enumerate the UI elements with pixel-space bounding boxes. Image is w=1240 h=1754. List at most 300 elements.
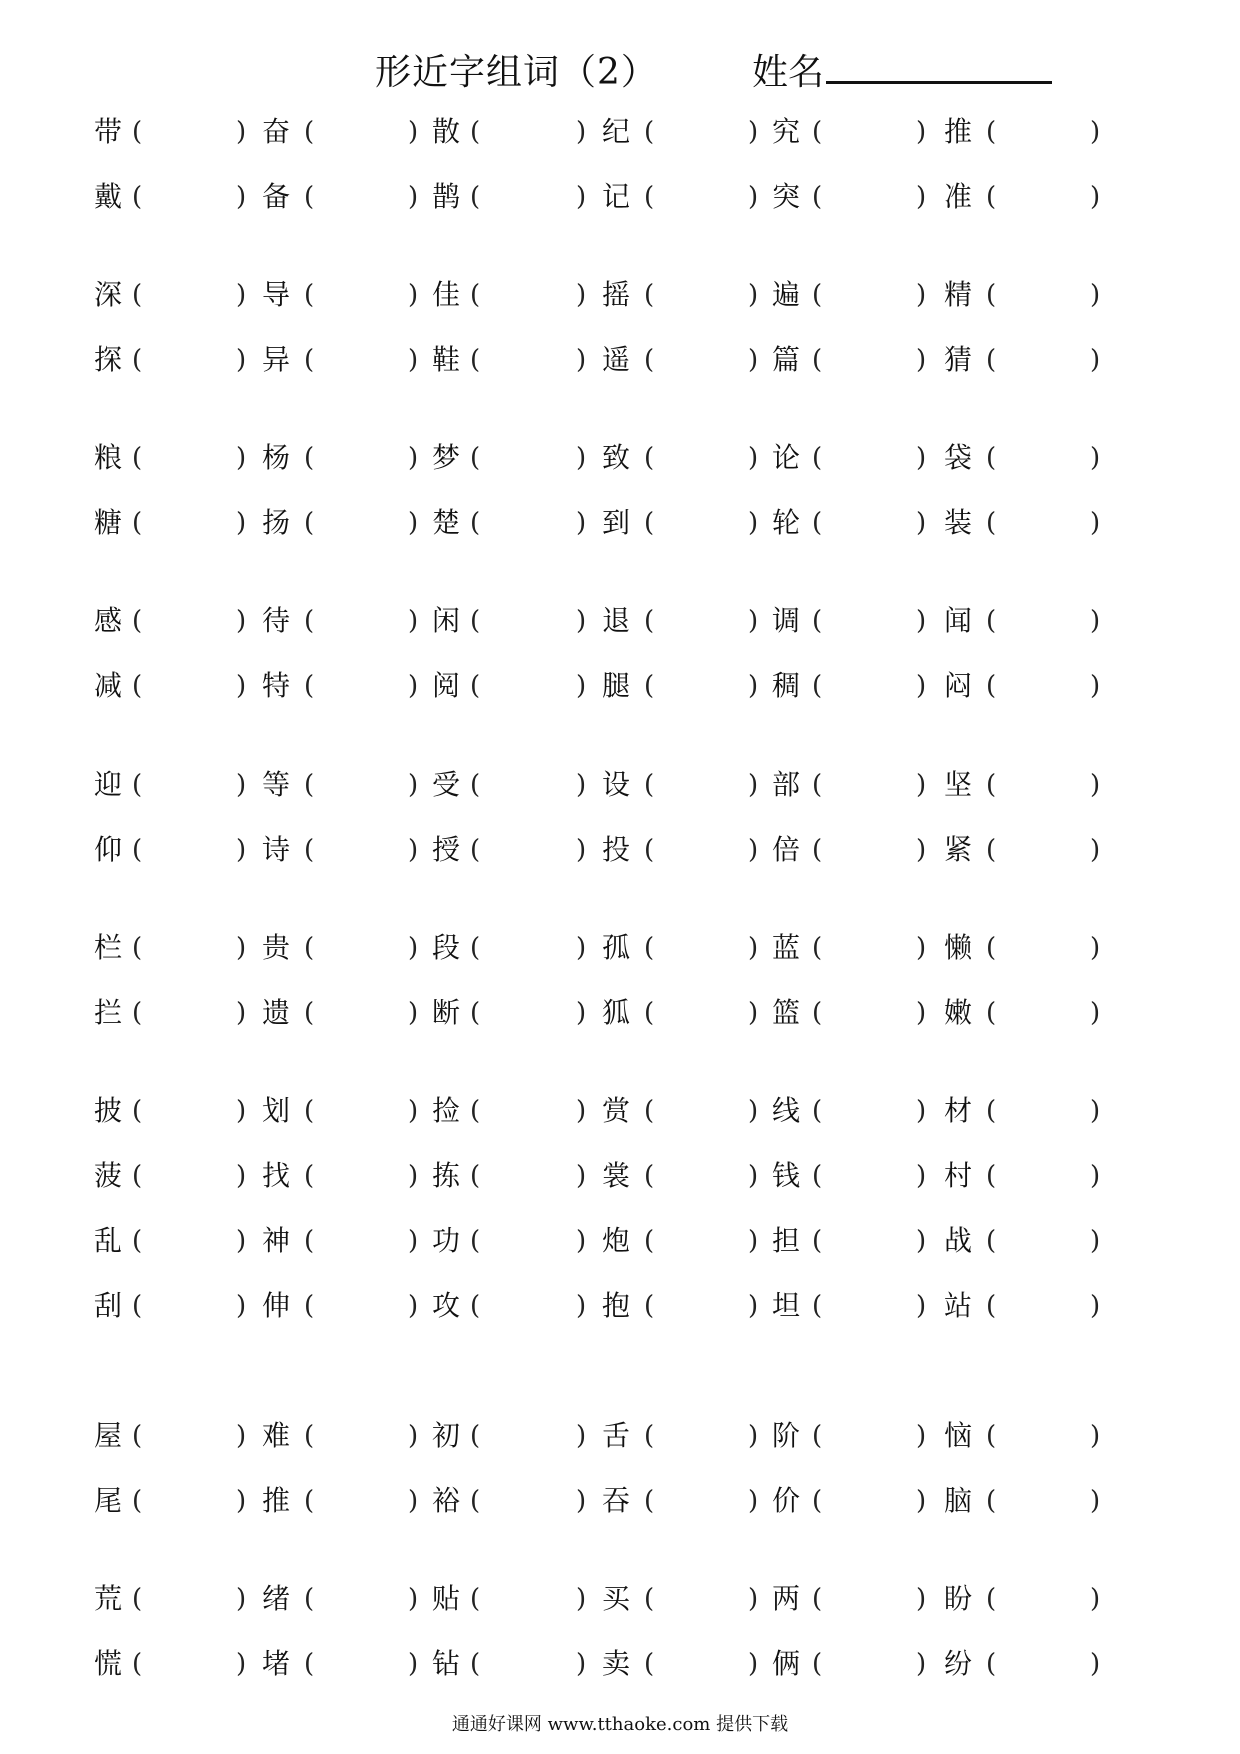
open-paren: ( [304, 933, 315, 963]
answer-blank[interactable] [484, 177, 574, 217]
word-row [94, 601, 1114, 641]
answer-blank[interactable] [1000, 765, 1088, 805]
close-paren: ) [1090, 508, 1101, 538]
close-paren: ) [916, 1649, 927, 1679]
target-character: 佳 [432, 278, 461, 311]
name-blank-line[interactable] [826, 81, 1052, 84]
answer-blank[interactable] [318, 1416, 406, 1456]
close-paren: ) [236, 508, 247, 538]
answer-blank[interactable] [146, 1416, 234, 1456]
target-character: 倍 [772, 833, 801, 866]
close-paren: ) [576, 1161, 587, 1191]
target-character: 推 [944, 115, 973, 148]
open-paren: ( [304, 835, 315, 865]
answer-blank[interactable] [146, 1221, 234, 1261]
answer-blank[interactable] [826, 177, 914, 217]
target-character: 俩 [772, 1647, 801, 1680]
answer-blank[interactable] [318, 275, 406, 315]
open-paren: ( [132, 770, 143, 800]
target-character: 狐 [602, 996, 631, 1029]
answer-blank[interactable] [318, 503, 406, 543]
open-paren: ( [644, 280, 655, 310]
open-paren: ( [986, 1421, 997, 1451]
close-paren: ) [576, 345, 587, 375]
close-paren: ) [748, 998, 759, 1028]
close-paren: ) [408, 1096, 419, 1126]
target-character: 鹊 [432, 180, 461, 213]
open-paren: ( [470, 182, 481, 212]
target-character: 段 [432, 931, 461, 964]
target-character: 探 [94, 343, 123, 376]
target-character: 赏 [602, 1094, 631, 1127]
close-paren: ) [748, 280, 759, 310]
answer-blank[interactable] [1000, 1286, 1088, 1326]
close-paren: ) [408, 345, 419, 375]
answer-blank[interactable] [658, 1644, 746, 1684]
open-paren: ( [644, 117, 655, 147]
answer-blank[interactable] [484, 1221, 574, 1261]
open-paren: ( [812, 1584, 823, 1614]
answer-blank[interactable] [484, 765, 574, 805]
open-paren: ( [470, 1096, 481, 1126]
close-paren: ) [748, 1649, 759, 1679]
answer-blank[interactable] [658, 340, 746, 380]
close-paren: ) [748, 1161, 759, 1191]
close-paren: ) [576, 770, 587, 800]
open-paren: ( [470, 1161, 481, 1191]
answer-blank[interactable] [1000, 1156, 1088, 1196]
target-character: 腿 [602, 669, 631, 702]
word-row [94, 1091, 1114, 1131]
open-paren: ( [644, 1486, 655, 1516]
target-character: 准 [944, 180, 973, 213]
close-paren: ) [916, 606, 927, 636]
word-row [94, 503, 1114, 543]
answer-blank[interactable] [484, 830, 574, 870]
answer-blank[interactable] [484, 993, 574, 1033]
target-character: 散 [432, 115, 461, 148]
answer-blank[interactable] [826, 1579, 914, 1619]
target-character: 堵 [262, 1647, 291, 1680]
open-paren: ( [304, 182, 315, 212]
open-paren: ( [470, 835, 481, 865]
open-paren: ( [986, 280, 997, 310]
answer-blank[interactable] [146, 503, 234, 543]
word-row [94, 112, 1114, 152]
target-character: 究 [772, 115, 801, 148]
word-row [94, 1481, 1114, 1521]
open-paren: ( [812, 835, 823, 865]
close-paren: ) [916, 117, 927, 147]
close-paren: ) [916, 1421, 927, 1451]
target-character: 退 [602, 604, 631, 637]
answer-blank[interactable] [826, 765, 914, 805]
open-paren: ( [986, 606, 997, 636]
open-paren: ( [644, 606, 655, 636]
target-character: 特 [262, 669, 291, 702]
target-character: 炮 [602, 1224, 631, 1257]
close-paren: ) [748, 117, 759, 147]
answer-blank[interactable] [318, 112, 406, 152]
answer-blank[interactable] [484, 1156, 574, 1196]
answer-blank[interactable] [484, 438, 574, 478]
close-paren: ) [408, 770, 419, 800]
answer-blank[interactable] [1000, 275, 1088, 315]
close-paren: ) [1090, 671, 1101, 701]
answer-blank[interactable] [658, 765, 746, 805]
open-paren: ( [132, 508, 143, 538]
target-character: 纷 [944, 1647, 973, 1680]
answer-blank[interactable] [826, 928, 914, 968]
target-character: 仰 [94, 833, 123, 866]
answer-blank[interactable] [146, 1286, 234, 1326]
open-paren: ( [470, 443, 481, 473]
target-character: 披 [94, 1094, 123, 1127]
answer-blank[interactable] [146, 601, 234, 641]
close-paren: ) [576, 835, 587, 865]
answer-blank[interactable] [826, 503, 914, 543]
open-paren: ( [132, 671, 143, 701]
answer-blank[interactable] [826, 1481, 914, 1521]
open-paren: ( [304, 1161, 315, 1191]
answer-blank[interactable] [484, 601, 574, 641]
target-character: 诗 [262, 833, 291, 866]
open-paren: ( [812, 508, 823, 538]
close-paren: ) [576, 606, 587, 636]
answer-blank[interactable] [146, 993, 234, 1033]
close-paren: ) [576, 1096, 587, 1126]
open-paren: ( [132, 933, 143, 963]
answer-blank[interactable] [1000, 830, 1088, 870]
close-paren: ) [408, 835, 419, 865]
close-paren: ) [408, 933, 419, 963]
answer-blank[interactable] [146, 1156, 234, 1196]
answer-blank[interactable] [1000, 993, 1088, 1033]
answer-blank[interactable] [658, 1091, 746, 1131]
target-character: 袋 [944, 441, 973, 474]
target-character: 初 [432, 1419, 461, 1452]
answer-blank[interactable] [658, 1156, 746, 1196]
answer-blank[interactable] [318, 601, 406, 641]
answer-blank[interactable] [658, 1416, 746, 1456]
close-paren: ) [236, 280, 247, 310]
answer-blank[interactable] [1000, 1416, 1088, 1456]
answer-blank[interactable] [484, 928, 574, 968]
open-paren: ( [304, 1291, 315, 1321]
open-paren: ( [132, 117, 143, 147]
open-paren: ( [132, 443, 143, 473]
answer-blank[interactable] [318, 765, 406, 805]
close-paren: ) [748, 508, 759, 538]
open-paren: ( [304, 1096, 315, 1126]
answer-blank[interactable] [484, 1091, 574, 1131]
open-paren: ( [304, 1421, 315, 1451]
answer-blank[interactable] [1000, 177, 1088, 217]
answer-blank[interactable] [484, 1416, 574, 1456]
answer-blank[interactable] [146, 340, 234, 380]
target-character: 钻 [432, 1647, 461, 1680]
close-paren: ) [748, 1584, 759, 1614]
open-paren: ( [132, 1291, 143, 1321]
answer-blank[interactable] [1000, 340, 1088, 380]
open-paren: ( [812, 280, 823, 310]
answer-blank[interactable] [658, 112, 746, 152]
answer-blank[interactable] [146, 1091, 234, 1131]
close-paren: ) [1090, 1486, 1101, 1516]
open-paren: ( [470, 280, 481, 310]
answer-blank[interactable] [1000, 928, 1088, 968]
open-paren: ( [304, 606, 315, 636]
target-character: 授 [432, 833, 461, 866]
target-character: 待 [262, 604, 291, 637]
answer-blank[interactable] [146, 765, 234, 805]
open-paren: ( [986, 1486, 997, 1516]
target-character: 精 [944, 278, 973, 311]
answer-blank[interactable] [146, 1579, 234, 1619]
answer-blank[interactable] [318, 177, 406, 217]
answer-blank[interactable] [1000, 1644, 1088, 1684]
close-paren: ) [408, 280, 419, 310]
answer-blank[interactable] [484, 1579, 574, 1619]
answer-blank[interactable] [658, 1579, 746, 1619]
close-paren: ) [916, 1096, 927, 1126]
close-paren: ) [236, 1161, 247, 1191]
answer-blank[interactable] [318, 928, 406, 968]
answer-blank[interactable] [658, 503, 746, 543]
answer-blank[interactable] [826, 830, 914, 870]
target-character: 菠 [94, 1159, 123, 1192]
open-paren: ( [812, 933, 823, 963]
open-paren: ( [470, 671, 481, 701]
close-paren: ) [748, 1226, 759, 1256]
answer-blank[interactable] [318, 438, 406, 478]
open-paren: ( [812, 1486, 823, 1516]
answer-blank[interactable] [484, 112, 574, 152]
target-character: 线 [772, 1094, 801, 1127]
answer-blank[interactable] [658, 928, 746, 968]
answer-blank[interactable] [146, 438, 234, 478]
target-character: 功 [432, 1224, 461, 1257]
open-paren: ( [644, 671, 655, 701]
target-character: 慌 [94, 1647, 123, 1680]
target-character: 材 [944, 1094, 973, 1127]
name-label: 姓名 [752, 52, 825, 93]
answer-blank[interactable] [826, 1286, 914, 1326]
close-paren: ) [1090, 1421, 1101, 1451]
answer-blank[interactable] [318, 340, 406, 380]
target-character: 猜 [944, 343, 973, 376]
target-character: 蓝 [772, 931, 801, 964]
close-paren: ) [576, 117, 587, 147]
answer-blank[interactable] [1000, 666, 1088, 706]
answer-blank[interactable] [1000, 1091, 1088, 1131]
close-paren: ) [916, 933, 927, 963]
answer-blank[interactable] [658, 438, 746, 478]
target-character: 杨 [262, 441, 291, 474]
open-paren: ( [132, 1096, 143, 1126]
open-paren: ( [644, 1096, 655, 1126]
answer-blank[interactable] [1000, 438, 1088, 478]
answer-blank[interactable] [318, 666, 406, 706]
open-paren: ( [644, 1649, 655, 1679]
target-character: 减 [94, 669, 123, 702]
answer-blank[interactable] [826, 1644, 914, 1684]
open-paren: ( [304, 671, 315, 701]
answer-blank[interactable] [484, 666, 574, 706]
close-paren: ) [916, 508, 927, 538]
answer-blank[interactable] [318, 1286, 406, 1326]
open-paren: ( [132, 606, 143, 636]
answer-blank[interactable] [484, 1481, 574, 1521]
target-character: 裕 [432, 1484, 461, 1517]
open-paren: ( [644, 1226, 655, 1256]
answer-blank[interactable] [1000, 503, 1088, 543]
answer-blank[interactable] [826, 275, 914, 315]
answer-blank[interactable] [826, 340, 914, 380]
close-paren: ) [408, 508, 419, 538]
open-paren: ( [986, 345, 997, 375]
open-paren: ( [812, 606, 823, 636]
close-paren: ) [916, 345, 927, 375]
answer-blank[interactable] [146, 177, 234, 217]
target-character: 舌 [602, 1419, 631, 1452]
close-paren: ) [916, 182, 927, 212]
close-paren: ) [748, 182, 759, 212]
answer-blank[interactable] [826, 1091, 914, 1131]
answer-blank[interactable] [484, 275, 574, 315]
close-paren: ) [408, 182, 419, 212]
target-character: 楚 [432, 506, 461, 539]
close-paren: ) [236, 1226, 247, 1256]
answer-blank[interactable] [146, 830, 234, 870]
target-character: 两 [772, 1582, 801, 1615]
target-character: 纪 [602, 115, 631, 148]
answer-blank[interactable] [484, 1644, 574, 1684]
target-character: 摇 [602, 278, 631, 311]
answer-blank[interactable] [318, 1156, 406, 1196]
close-paren: ) [576, 1649, 587, 1679]
open-paren: ( [304, 443, 315, 473]
answer-blank[interactable] [318, 830, 406, 870]
open-paren: ( [986, 508, 997, 538]
close-paren: ) [236, 1291, 247, 1321]
target-character: 伸 [262, 1289, 291, 1322]
answer-blank[interactable] [146, 1644, 234, 1684]
answer-blank[interactable] [484, 503, 574, 543]
close-paren: ) [1090, 606, 1101, 636]
answer-blank[interactable] [146, 1481, 234, 1521]
answer-blank[interactable] [826, 993, 914, 1033]
answer-blank[interactable] [826, 438, 914, 478]
close-paren: ) [1090, 1649, 1101, 1679]
open-paren: ( [470, 1291, 481, 1321]
answer-blank[interactable] [146, 112, 234, 152]
open-paren: ( [644, 835, 655, 865]
close-paren: ) [1090, 443, 1101, 473]
answer-blank[interactable] [318, 1481, 406, 1521]
open-paren: ( [470, 998, 481, 1028]
answer-blank[interactable] [1000, 112, 1088, 152]
open-paren: ( [304, 1226, 315, 1256]
answer-blank[interactable] [318, 1221, 406, 1261]
close-paren: ) [236, 1486, 247, 1516]
target-character: 紧 [944, 833, 973, 866]
close-paren: ) [236, 182, 247, 212]
answer-blank[interactable] [484, 340, 574, 380]
word-row [94, 438, 1114, 478]
answer-blank[interactable] [146, 275, 234, 315]
answer-blank[interactable] [1000, 1221, 1088, 1261]
open-paren: ( [644, 933, 655, 963]
answer-blank[interactable] [658, 1221, 746, 1261]
answer-blank[interactable] [318, 1579, 406, 1619]
target-character: 乱 [94, 1224, 123, 1257]
open-paren: ( [304, 1649, 315, 1679]
answer-blank[interactable] [826, 1221, 914, 1261]
answer-blank[interactable] [658, 1286, 746, 1326]
open-paren: ( [644, 770, 655, 800]
open-paren: ( [470, 1486, 481, 1516]
target-character: 懒 [944, 931, 973, 964]
target-character: 孤 [602, 931, 631, 964]
answer-blank[interactable] [826, 666, 914, 706]
answer-blank[interactable] [318, 1644, 406, 1684]
close-paren: ) [748, 1291, 759, 1321]
open-paren: ( [644, 1291, 655, 1321]
target-character: 戴 [94, 180, 123, 213]
target-character: 屋 [94, 1419, 123, 1452]
answer-blank[interactable] [658, 601, 746, 641]
target-character: 鞋 [432, 343, 461, 376]
answer-blank[interactable] [658, 666, 746, 706]
answer-blank[interactable] [658, 830, 746, 870]
answer-blank[interactable] [658, 275, 746, 315]
answer-blank[interactable] [484, 1286, 574, 1326]
answer-blank[interactable] [658, 177, 746, 217]
answer-blank[interactable] [318, 1091, 406, 1131]
answer-blank[interactable] [826, 1156, 914, 1196]
target-character: 尾 [94, 1484, 123, 1517]
target-character: 突 [772, 180, 801, 213]
close-paren: ) [1090, 182, 1101, 212]
answer-blank[interactable] [318, 993, 406, 1033]
open-paren: ( [986, 998, 997, 1028]
target-character: 断 [432, 996, 461, 1029]
answer-blank[interactable] [826, 1416, 914, 1456]
open-paren: ( [986, 1649, 997, 1679]
answer-blank[interactable] [658, 993, 746, 1033]
open-paren: ( [470, 1421, 481, 1451]
answer-blank[interactable] [146, 928, 234, 968]
open-paren: ( [644, 508, 655, 538]
target-character: 价 [772, 1484, 801, 1517]
answer-blank[interactable] [1000, 1579, 1088, 1619]
close-paren: ) [408, 1584, 419, 1614]
open-paren: ( [812, 117, 823, 147]
close-paren: ) [236, 1584, 247, 1614]
answer-blank[interactable] [1000, 1481, 1088, 1521]
answer-blank[interactable] [826, 112, 914, 152]
target-character: 抱 [602, 1289, 631, 1322]
word-row [94, 765, 1114, 805]
answer-blank[interactable] [826, 601, 914, 641]
close-paren: ) [916, 671, 927, 701]
answer-blank[interactable] [1000, 601, 1088, 641]
answer-blank[interactable] [658, 1481, 746, 1521]
page-footer: 通通好课网 www.tthaoke.com 提供下载 [451, 1714, 789, 1735]
answer-blank[interactable] [146, 666, 234, 706]
target-character: 篮 [772, 996, 801, 1029]
